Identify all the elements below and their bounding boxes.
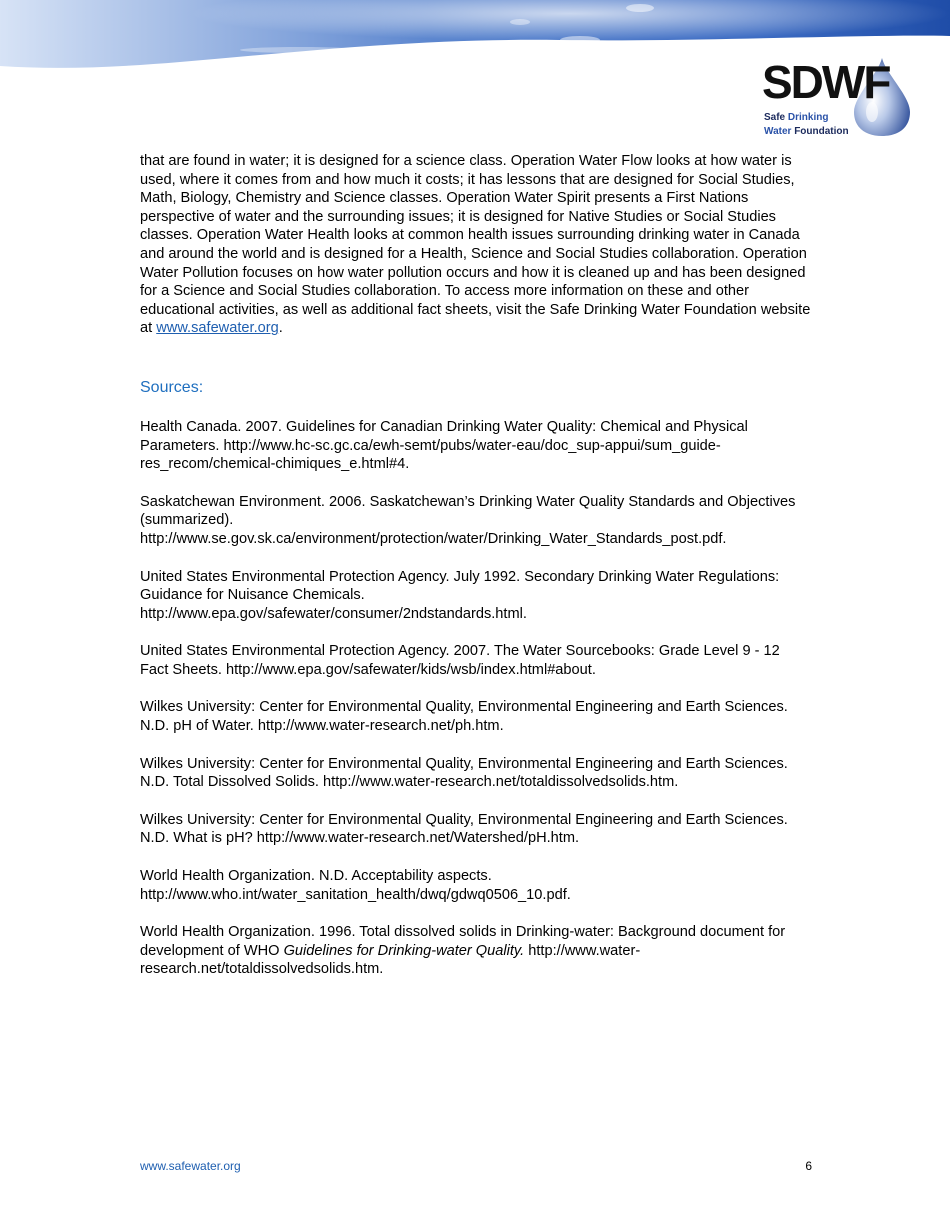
logo-subtitle-line2: Water Foundation xyxy=(764,126,849,137)
safewater-link[interactable]: www.safewater.org xyxy=(156,320,279,337)
logo-subtitle-line1: Safe Drinking xyxy=(764,112,829,123)
intro-paragraph: that are found in water; it is designed for a science class. Operation Water Flow looks at how water is used, where it comes from and how much it costs; it has lessons that are designed for Social Studies, Math, Biology, Chemistry and Science classes. Operation Water Spirit presents a First Nations perspective of water and the surrounding issues; it is designed for Native Studies or Social Studies classes. Operation Water Health looks at common health issues surrounding drinking water in Canada and around the world and is designed for a Health, Science and Social Studies collaboration. Operation Water Pollution focuses on how water pollution occurs and how it is cleaned up and has been designed for a Science and Social Studies collaboration. To access more information on these and other educational activities, as well as additional fact sheets, visit the Safe Drinking Water Foundation website at www.safewater.org. xyxy=(140,153,811,337)
reference-item: United States Environmental Protection Agency. 2007. The Water Sourcebooks: Grade Level 9 - 12 Fact Sheets. http://www.epa.gov/safewater/kids/wsb/index.html#about. xyxy=(140,643,780,678)
document-body xyxy=(140,152,812,979)
sources-list xyxy=(140,418,812,979)
logo-wordmark: SDWF xyxy=(762,56,890,108)
reference-item: Health Canada. 2007. Guidelines for Canadian Drinking Water Quality: Chemical and Physical Parameters. http://www.hc-sc.gc.ca/ewh-semt/pubs/water-eau/doc_sup-appui/sum_guide-res_recom/chemical-chimiques_e.html#4. xyxy=(140,418,748,473)
reference-item: Wilkes University: Center for Environmental Quality, Environmental Engineering and Earth Sciences. N.D. pH of Water. http://www.water-research.net/ph.htm. xyxy=(140,699,788,735)
reference-item: World Health Organization. 1996. Total dissolved solids in Drinking-water: Background document for development of WHO Guidelines for Drinking-water Quality. http://www.water-research.net/totaldissolvedsolids.htm. xyxy=(140,924,786,978)
reference-item: World Health Organization. N.D. Acceptability aspects. http://www.who.int/water_sanitation_health/dwq/gdwq0506_10.pdf. xyxy=(140,868,571,903)
reference-item: Wilkes University: Center for Environmental Quality, Environmental Engineering and Earth Sciences. N.D. Total Dissolved Solids. http://www.water-research.net/totaldissolvedsolids.htm. xyxy=(140,755,788,791)
sources-heading: Sources: xyxy=(140,378,204,396)
footer-website-link[interactable]: www.safewater.org xyxy=(140,1159,241,1173)
reference-item: United States Environmental Protection Agency. July 1992. Secondary Drinking Water Regulations: Guidance for Nuisance Chemicals. http://www.epa.gov/safewater/consumer/2ndstandards.html. xyxy=(140,568,780,622)
reference-item: Saskatchewan Environment. 2006. Saskatchewan’s Drinking Water Quality Standards and Objectives (summarized). http://www.se.gov.sk.ca/environment/protection/water/Drinking_Water_Standards_post.pdf. xyxy=(140,493,796,547)
page-number: 6 xyxy=(805,1159,812,1173)
sdwf-logo xyxy=(758,54,918,144)
reference-item: Wilkes University: Center for Environmental Quality, Environmental Engineering and Earth Sciences. N.D. What is pH? http://www.water-research.net/Watershed/pH.htm. xyxy=(140,811,788,847)
